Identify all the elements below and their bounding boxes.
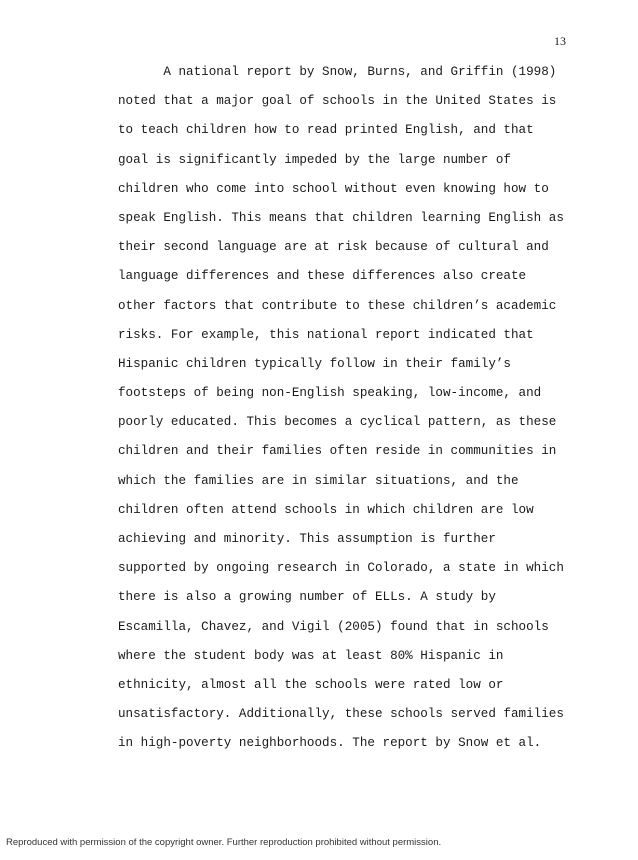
text-line: children and their families often reside in communities in — [118, 444, 557, 459]
page-number: 13 — [554, 34, 566, 48]
body-paragraph — [118, 58, 598, 759]
text-line: their second language are at risk because of cultural and — [118, 240, 549, 255]
text-line: where the student body was at least 80% Hispanic in — [118, 648, 504, 663]
text-line: there is also a growing number of ELLs. A study by — [118, 590, 496, 605]
text-line: supported by ongoing research in Colorado, a state in which — [118, 561, 564, 576]
text-line: other factors that contribute to these children’s academic — [118, 298, 557, 313]
text-line: ethnicity, almost all the schools were rated low or — [118, 677, 504, 692]
text-line: children often attend schools in which children are low — [118, 502, 534, 517]
text-line: footsteps of being non-English speaking, low-income, and — [118, 386, 542, 401]
text-line: unsatisfactory. Additionally, these schools served families — [118, 707, 564, 722]
text-line: risks. For example, this national report indicated that — [118, 327, 534, 342]
text-line: which the families are in similar situations, and the — [118, 473, 519, 488]
text-line: Hispanic children typically follow in their family’s — [118, 356, 511, 371]
text-line: in high-poverty neighborhoods. The report by Snow et al. — [118, 736, 542, 751]
text-line: goal is significantly impeded by the large number of — [118, 152, 511, 167]
text-line: to teach children how to read printed English, and that — [118, 123, 534, 138]
text-line: Escamilla, Chavez, and Vigil (2005) found that in schools — [118, 619, 549, 634]
text-line: achieving and minority. This assumption is further — [118, 532, 496, 546]
copyright-footer: Reproduced with permission of the copyright owner. Further reproduction prohibited without permission. — [6, 837, 442, 848]
text-line: noted that a major goal of schools in the United States is — [118, 94, 557, 109]
text-line: A national report by Snow, Burns, and Griffin (1998) — [118, 65, 557, 79]
text-line: children who come into school without even knowing how to — [118, 181, 549, 196]
text-line: language differences and these differences also create — [118, 269, 527, 284]
text-line: poorly educated. This becomes a cyclical pattern, as these — [118, 415, 557, 430]
text-line: speak English. This means that children learning English as — [118, 210, 564, 225]
